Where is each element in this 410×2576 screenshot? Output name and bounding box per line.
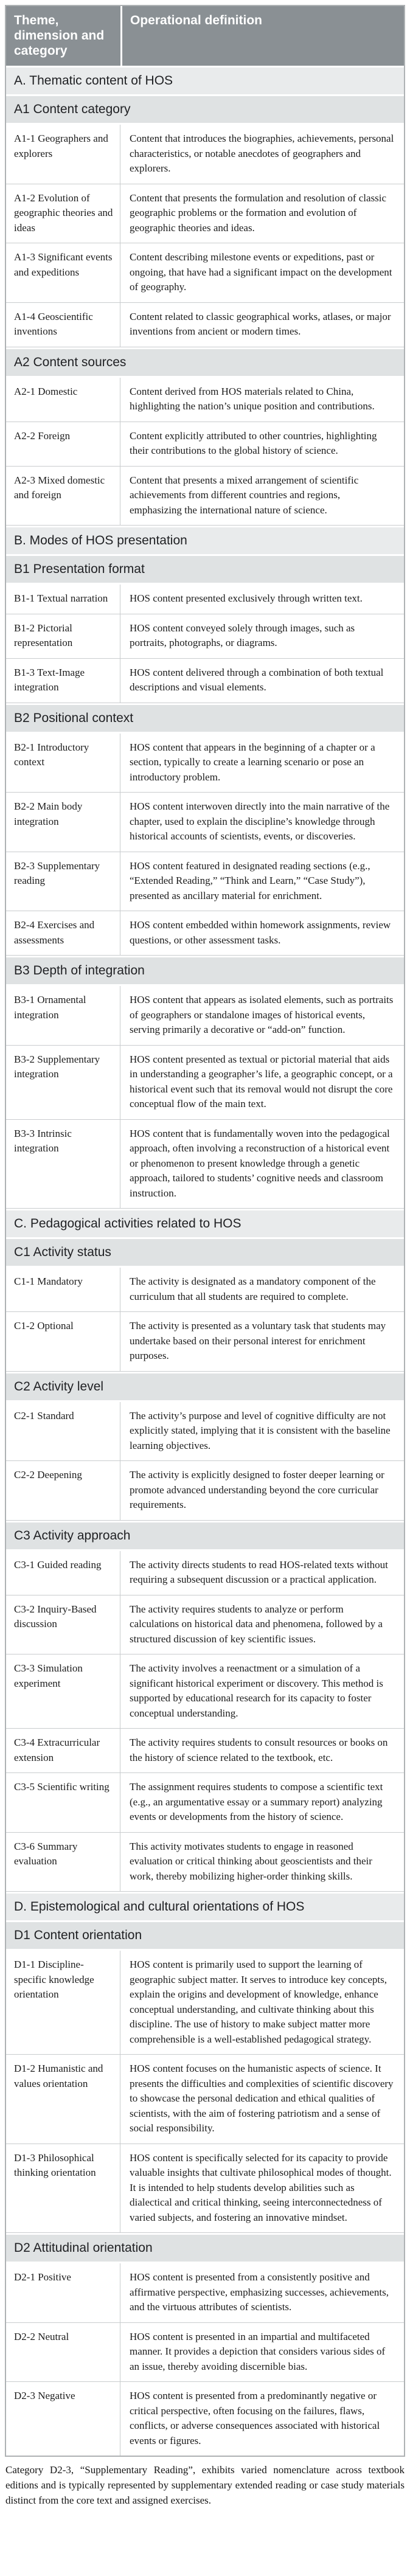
category-label: D1-3 Philosophical thinking orientation (6, 2144, 120, 2233)
category-label: A2-1 Domestic (6, 378, 120, 422)
theme-section-row: B. Modes of HOS presentation (6, 527, 404, 554)
category-definition: HOS content embedded within homework assignments, review questions, or other assessment tasks. (130, 919, 391, 946)
category-definition: The activity requires students to consult resources or books on the history of science related to the textbook, etc. (130, 1737, 388, 1763)
category-row (6, 1268, 404, 1312)
category-label: B2-1 Introductory context (6, 734, 120, 793)
table-header-row (6, 6, 404, 66)
category-row (6, 1046, 404, 1120)
dimension-section-row: D1 Content orientation (6, 1922, 404, 1949)
category-label: D1-2 Humanistic and values orientation (6, 2055, 120, 2144)
category-label: D2-2 Neutral (6, 2323, 120, 2382)
category-label: A1-4 Geoscientific inventions (6, 303, 120, 347)
category-row (6, 852, 404, 912)
dimension-section-row: A2 Content sources (6, 349, 404, 376)
category-definition: Content explicitly attributed to other countries, highlighting their contributions to the global history of science. (130, 429, 377, 456)
category-definition: HOS content is specifically selected for its capacity to provide valuable insights that cultivate philosophical modes of thought. It is intended to help students develop abilities such as dialectical and critical thinking, seeing interconnectedness of varied subjects, and fostering an innovative mindset. (130, 2151, 392, 2223)
category-definition: HOS content interwoven directly into the main narrative of the chapter, used to explain the discipline’s knowledge through historical accounts of scientists, events, or discoveries. (130, 800, 390, 842)
category-row (6, 1120, 404, 1209)
category-definition: Content that presents the formulation and resolution of classic geographic problems or the formation and evolution of geographic theories and ideas. (130, 192, 387, 234)
category-label: D1-1 Discipline-specific knowledge orientation (6, 1951, 120, 2054)
category-label: A1-1 Geographers and explorers (6, 125, 120, 184)
category-row (6, 1312, 404, 1372)
category-row (6, 378, 404, 422)
category-definition: HOS content focuses on the humanistic aspects of science. It presents the difficulties and complexities of scientific discovery to showcase the personal dedication and ethical qualities of scientists, with the aim of fostering patriotism and a sense of social responsibility. (130, 2063, 394, 2134)
header-operational-definition: Operational definition (122, 6, 404, 66)
theme-section-row: A. Thematic content of HOS (6, 68, 404, 94)
category-row (6, 467, 404, 526)
category-definition: The activity involves a reenactment or a simulation of a significant historical experiment or discovery. This method is supported by educational research for its capacity to foster conceptual understanding. (130, 1662, 383, 1719)
category-definition: HOS content delivered through a combination of both textual descriptions and visual elements. (130, 666, 384, 693)
category-label: C3-3 Simulation experiment (6, 1654, 120, 1728)
category-label: C3-6 Summary evaluation (6, 1833, 120, 1892)
category-definition: Content that introduces the biographies, achievements, personal characteristics, or notable anecdotes of geographers and explorers. (130, 133, 394, 174)
category-row (6, 2323, 404, 2383)
category-label: B2-3 Supplementary reading (6, 852, 120, 911)
category-label: B2-2 Main body integration (6, 793, 120, 852)
category-definition: The activity requires students to analyze or perform calculations on historical data and phenomena, followed by a structured discussion of key scientific issues. (130, 1603, 383, 1645)
dimension-section-row: B1 Presentation format (6, 556, 404, 583)
category-row (6, 422, 404, 467)
category-label: A1-3 Significant events and expeditions (6, 243, 120, 302)
category-row (6, 1461, 404, 1521)
category-label: C1-2 Optional (6, 1312, 120, 1371)
category-label: C3-4 Extracurricular extension (6, 1729, 120, 1772)
category-definition: HOS content presented exclusively through written text. (130, 592, 363, 604)
category-definition: Content that presents a mixed arrangement of scientific achievements from different countries and regions, emphasizing the international nature of science. (130, 474, 359, 516)
category-row (6, 1402, 404, 1462)
category-label: B1-3 Text-Image integration (6, 659, 120, 703)
dimension-section-row: C3 Activity approach (6, 1522, 404, 1549)
dimension-section-row: B2 Positional context (6, 705, 404, 732)
category-row (6, 125, 404, 184)
category-row (6, 585, 404, 614)
category-label: A1-2 Evolution of geographic theories and ideas (6, 184, 120, 243)
category-definition: Content derived from HOS materials related to China, highlighting the nation’s unique position and contributions. (130, 385, 375, 412)
category-label: A2-3 Mixed domestic and foreign (6, 467, 120, 526)
category-row (6, 1773, 404, 1833)
theme-section-row: D. Epistemological and cultural orientations of HOS (6, 1894, 404, 1920)
category-label: C3-5 Scientific writing (6, 1773, 120, 1832)
category-label: B3-3 Intrinsic integration (6, 1120, 120, 1209)
category-row (6, 1951, 404, 2055)
category-row (6, 911, 404, 956)
category-row (6, 243, 404, 303)
category-definition: The activity’s purpose and level of cognitive difficulty are not explicitly stated, implying that it is consistent with the baseline learning objectives. (130, 1409, 391, 1451)
category-row (6, 986, 404, 1046)
dimension-section-row: C1 Activity status (6, 1239, 404, 1266)
category-row (6, 2144, 404, 2234)
category-label: C1-1 Mandatory (6, 1268, 120, 1311)
category-label: A2-2 Foreign (6, 422, 120, 466)
category-definition: HOS content presented as textual or pictorial material that aids in understanding a geographer’s life, a geographic concept, or a historical event such that its removal would not disrupt the core conceptual flow of the main text. (130, 1053, 393, 1109)
category-label: C3-1 Guided reading (6, 1551, 120, 1595)
category-label: D2-1 Positive (6, 2263, 120, 2322)
category-label: B3-1 Ornamental integration (6, 986, 120, 1045)
category-label: C3-2 Inquiry-Based discussion (6, 1595, 120, 1654)
dimension-section-row: D2 Attitudinal orientation (6, 2235, 404, 2262)
category-definition: The activity is designated as a mandatory component of the curriculum that all students are required to complete. (130, 1276, 376, 1302)
category-row (6, 184, 404, 244)
category-row (6, 1595, 404, 1655)
category-row (6, 1729, 404, 1773)
table-footnote: Category D2-3, “Supplementary Reading”, exhibits varied nomenclature across textbook editions and is typically represented by supplementary extended reading or case study materials distinct from the core text and assigned exercises. (5, 2464, 405, 2506)
category-definition: HOS content is presented from a consistently positive and affirmative perspective, emphasizing successes, achievements, and the virtuous attributes of scientists. (130, 2271, 389, 2313)
category-row (6, 2263, 404, 2323)
dimension-section-row: B3 Depth of integration (6, 957, 404, 984)
category-label: D2-3 Negative (6, 2382, 120, 2456)
category-definition: HOS content is primarily used to support the learning of geographic subject matter. It serves to introduce key concepts, explain the origins and development of knowledge, enhance conceptual understanding, and cultivate thinking about this discipline. The use of history to make subject matter more comprehensible is a well-established pedagogical strategy. (130, 1959, 387, 2045)
category-row (6, 2382, 404, 2456)
category-definition: HOS content is presented in an impartial and multifaceted manner. It provides a depiction that considers various sides of an issue, thereby avoiding discernible bias. (130, 2330, 386, 2372)
category-definition: This activity motivates students to engage in reasoned evaluation or critical thinking about geoscientists and their work, thereby mobilizing higher-order thinking skills. (130, 1840, 372, 1882)
theme-section-row: C. Pedagogical activities related to HOS (6, 1210, 404, 1237)
category-definition: HOS content conveyed solely through images, such as portraits, photographs, or diagrams. (130, 622, 355, 648)
category-row (6, 1833, 404, 1892)
category-row (6, 303, 404, 347)
category-definition: HOS content featured in designated reading sections (e.g., “Extended Reading,” “Think and Learn,” “Case Study”), presented as ancillary material for enrichment. (130, 859, 370, 901)
category-definition: The assignment requires students to compose a scientific text (e.g., an argumentative essay or a summary report) analyzing events or developments from the history of science. (130, 1781, 383, 1822)
dimension-section-row: C2 Activity level (6, 1373, 404, 1400)
category-row (6, 1551, 404, 1595)
category-label: B2-4 Exercises and assessments (6, 911, 120, 955)
category-label: C2-2 Deepening (6, 1461, 120, 1520)
category-definition: The activity directs students to read HOS-related texts without requiring a subsequent discussion or a practical application. (130, 1558, 388, 1585)
category-definition: Content related to classic geographical works, atlases, or major inventions from ancient or modern times. (130, 310, 391, 337)
category-definition: HOS content that appears as isolated elements, such as portraits of geographers or standalone images of historical events, serving primarily a decorative or “add-on” function. (130, 994, 394, 1035)
category-row (6, 793, 404, 852)
coding-scheme-table (5, 5, 405, 2457)
category-row (6, 614, 404, 659)
category-definition: HOS content is presented from a predominantly negative or critical perspective, often focusing on the failures, flaws, conflicts, or adverse consequences associated with historical events or figures. (130, 2390, 380, 2446)
category-label: B1-2 Pictorial representation (6, 614, 120, 658)
category-label: C2-1 Standard (6, 1402, 120, 1461)
header-theme-dimension-category: Theme, dimension and category (6, 6, 120, 66)
category-row (6, 659, 404, 703)
category-definition: The activity is explicitly designed to foster deeper learning or promote advanced understanding beyond the core curricular requirements. (130, 1469, 384, 1510)
category-label: B1-1 Textual narration (6, 585, 120, 614)
category-definition: The activity is presented as a voluntary task that students may undertake based on their personal interest for enrichment purposes. (130, 1320, 386, 1361)
category-definition: Content describing milestone events or expeditions, past or ongoing, that have had a significant impact on the development of geography. (130, 251, 392, 293)
dimension-section-row: A1 Content category (6, 96, 404, 123)
category-row (6, 2055, 404, 2144)
category-definition: HOS content that is fundamentally woven into the pedagogical approach, often involving a reconstruction of a historical event or phenomenon to present knowledge through a genetic approach, tailored to students’ cognitive needs and classroom instruction. (130, 1127, 390, 1199)
category-definition: HOS content that appears in the beginning of a chapter or a section, typically to create a learning scenario or pose an introductory problem. (130, 741, 375, 783)
category-label: B3-2 Supplementary integration (6, 1046, 120, 1119)
category-row (6, 1654, 404, 1729)
category-row (6, 734, 404, 793)
